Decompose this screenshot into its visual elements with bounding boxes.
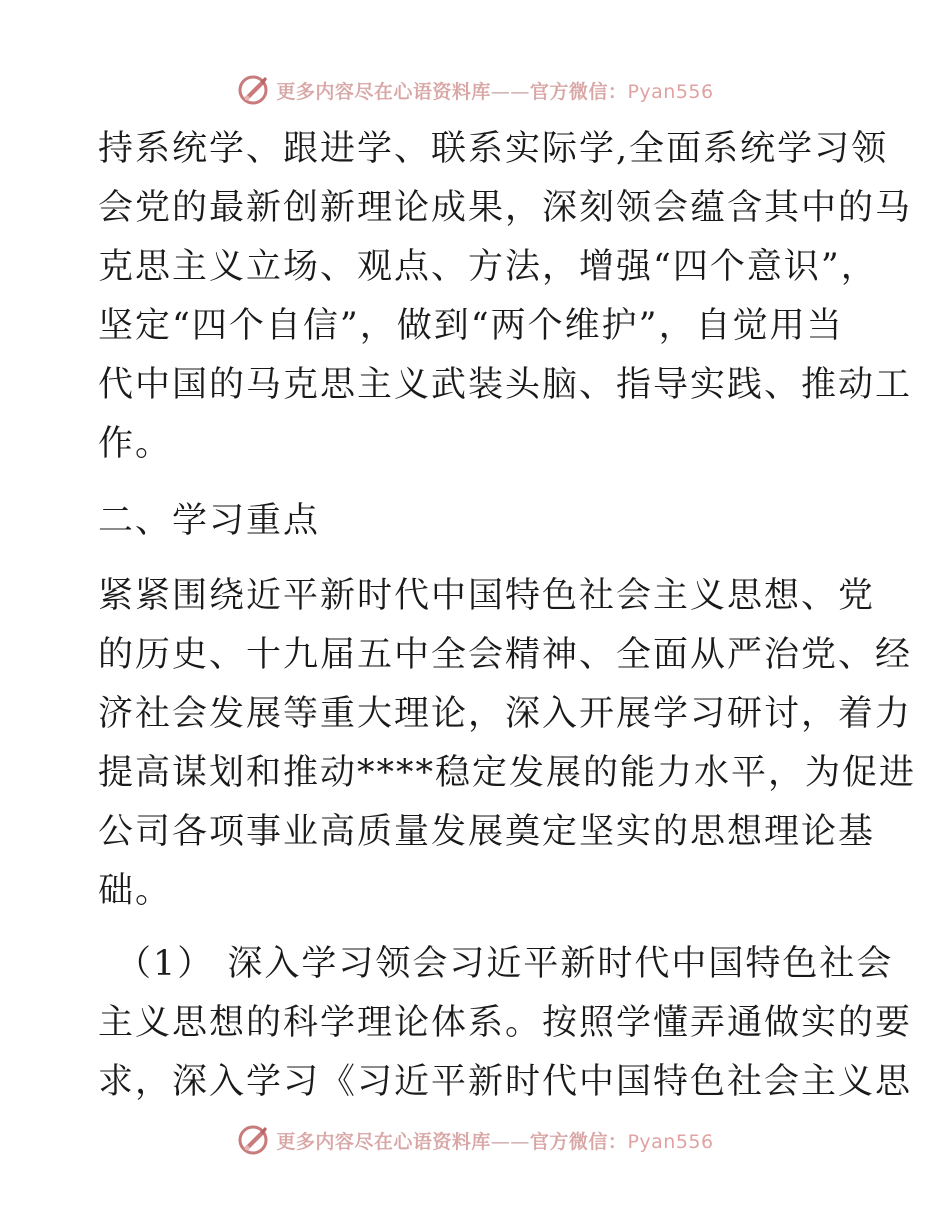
subsection-line: （1） 深入学习领会习近平新时代中国特色社会 [116,944,894,984]
logo-icon [236,73,270,107]
body-line: 克思主义立场、观点、方法，增强“四个意识”， [98,247,878,287]
watermark-wechat-id: Pyan556 [627,1130,714,1153]
watermark-slogan: 更多内容尽在心语资料库 [276,1130,491,1153]
body-line: 代中国的马克思主义武装头脑、指导实践、推动工 [98,365,913,405]
body-line: 求，深入学习《习近平新时代中国特色社会主义思 [98,1062,913,1102]
watermark-banner-bottom [0,1120,950,1160]
body-line: 坚定“四个自信”，做到“两个维护”，自觉用当 [98,306,844,346]
watermark-banner-top [0,70,950,110]
body-line: 的历史、十九届五中全会精神、全面从严治党、经 [98,635,913,675]
body-line: 紧紧围绕近平新时代中国特色社会主义思想、党 [98,576,876,616]
watermark-wechat-label: 官方微信： [529,80,628,103]
watermark-group [236,73,713,107]
watermark-separator: —— [490,80,530,103]
body-line: 提高谋划和推动****稳定发展的能力水平，为促进 [98,753,917,793]
body-line: 作。 [98,424,173,464]
body-line: 公司各项事业高质量发展奠定坚实的思想理论基 [98,812,876,852]
document-body [98,120,917,1112]
watermark-slogan: 更多内容尽在心语资料库 [276,80,491,103]
body-line: 主义思想的科学理论体系。按照学懂弄通做实的要 [98,1003,913,1043]
body-line: 会党的最新创新理论成果，深刻领会蕴含其中的马 [98,188,913,228]
body-line: 济社会发展等重大理论，深入开展学习研讨，着力 [98,694,913,734]
section-heading: 二、学习重点 [98,501,321,541]
body-line: 持系统学、跟进学、联系实际学,全面系统学习领 [98,129,889,169]
watermark-separator: —— [490,1130,530,1153]
watermark-text [276,77,713,104]
watermark-group [236,1123,713,1157]
logo-icon [236,1123,270,1157]
watermark-text [276,1127,713,1154]
watermark-wechat-label: 官方微信： [529,1130,628,1153]
watermark-wechat-id: Pyan556 [627,80,714,103]
body-line: 础。 [98,871,173,911]
